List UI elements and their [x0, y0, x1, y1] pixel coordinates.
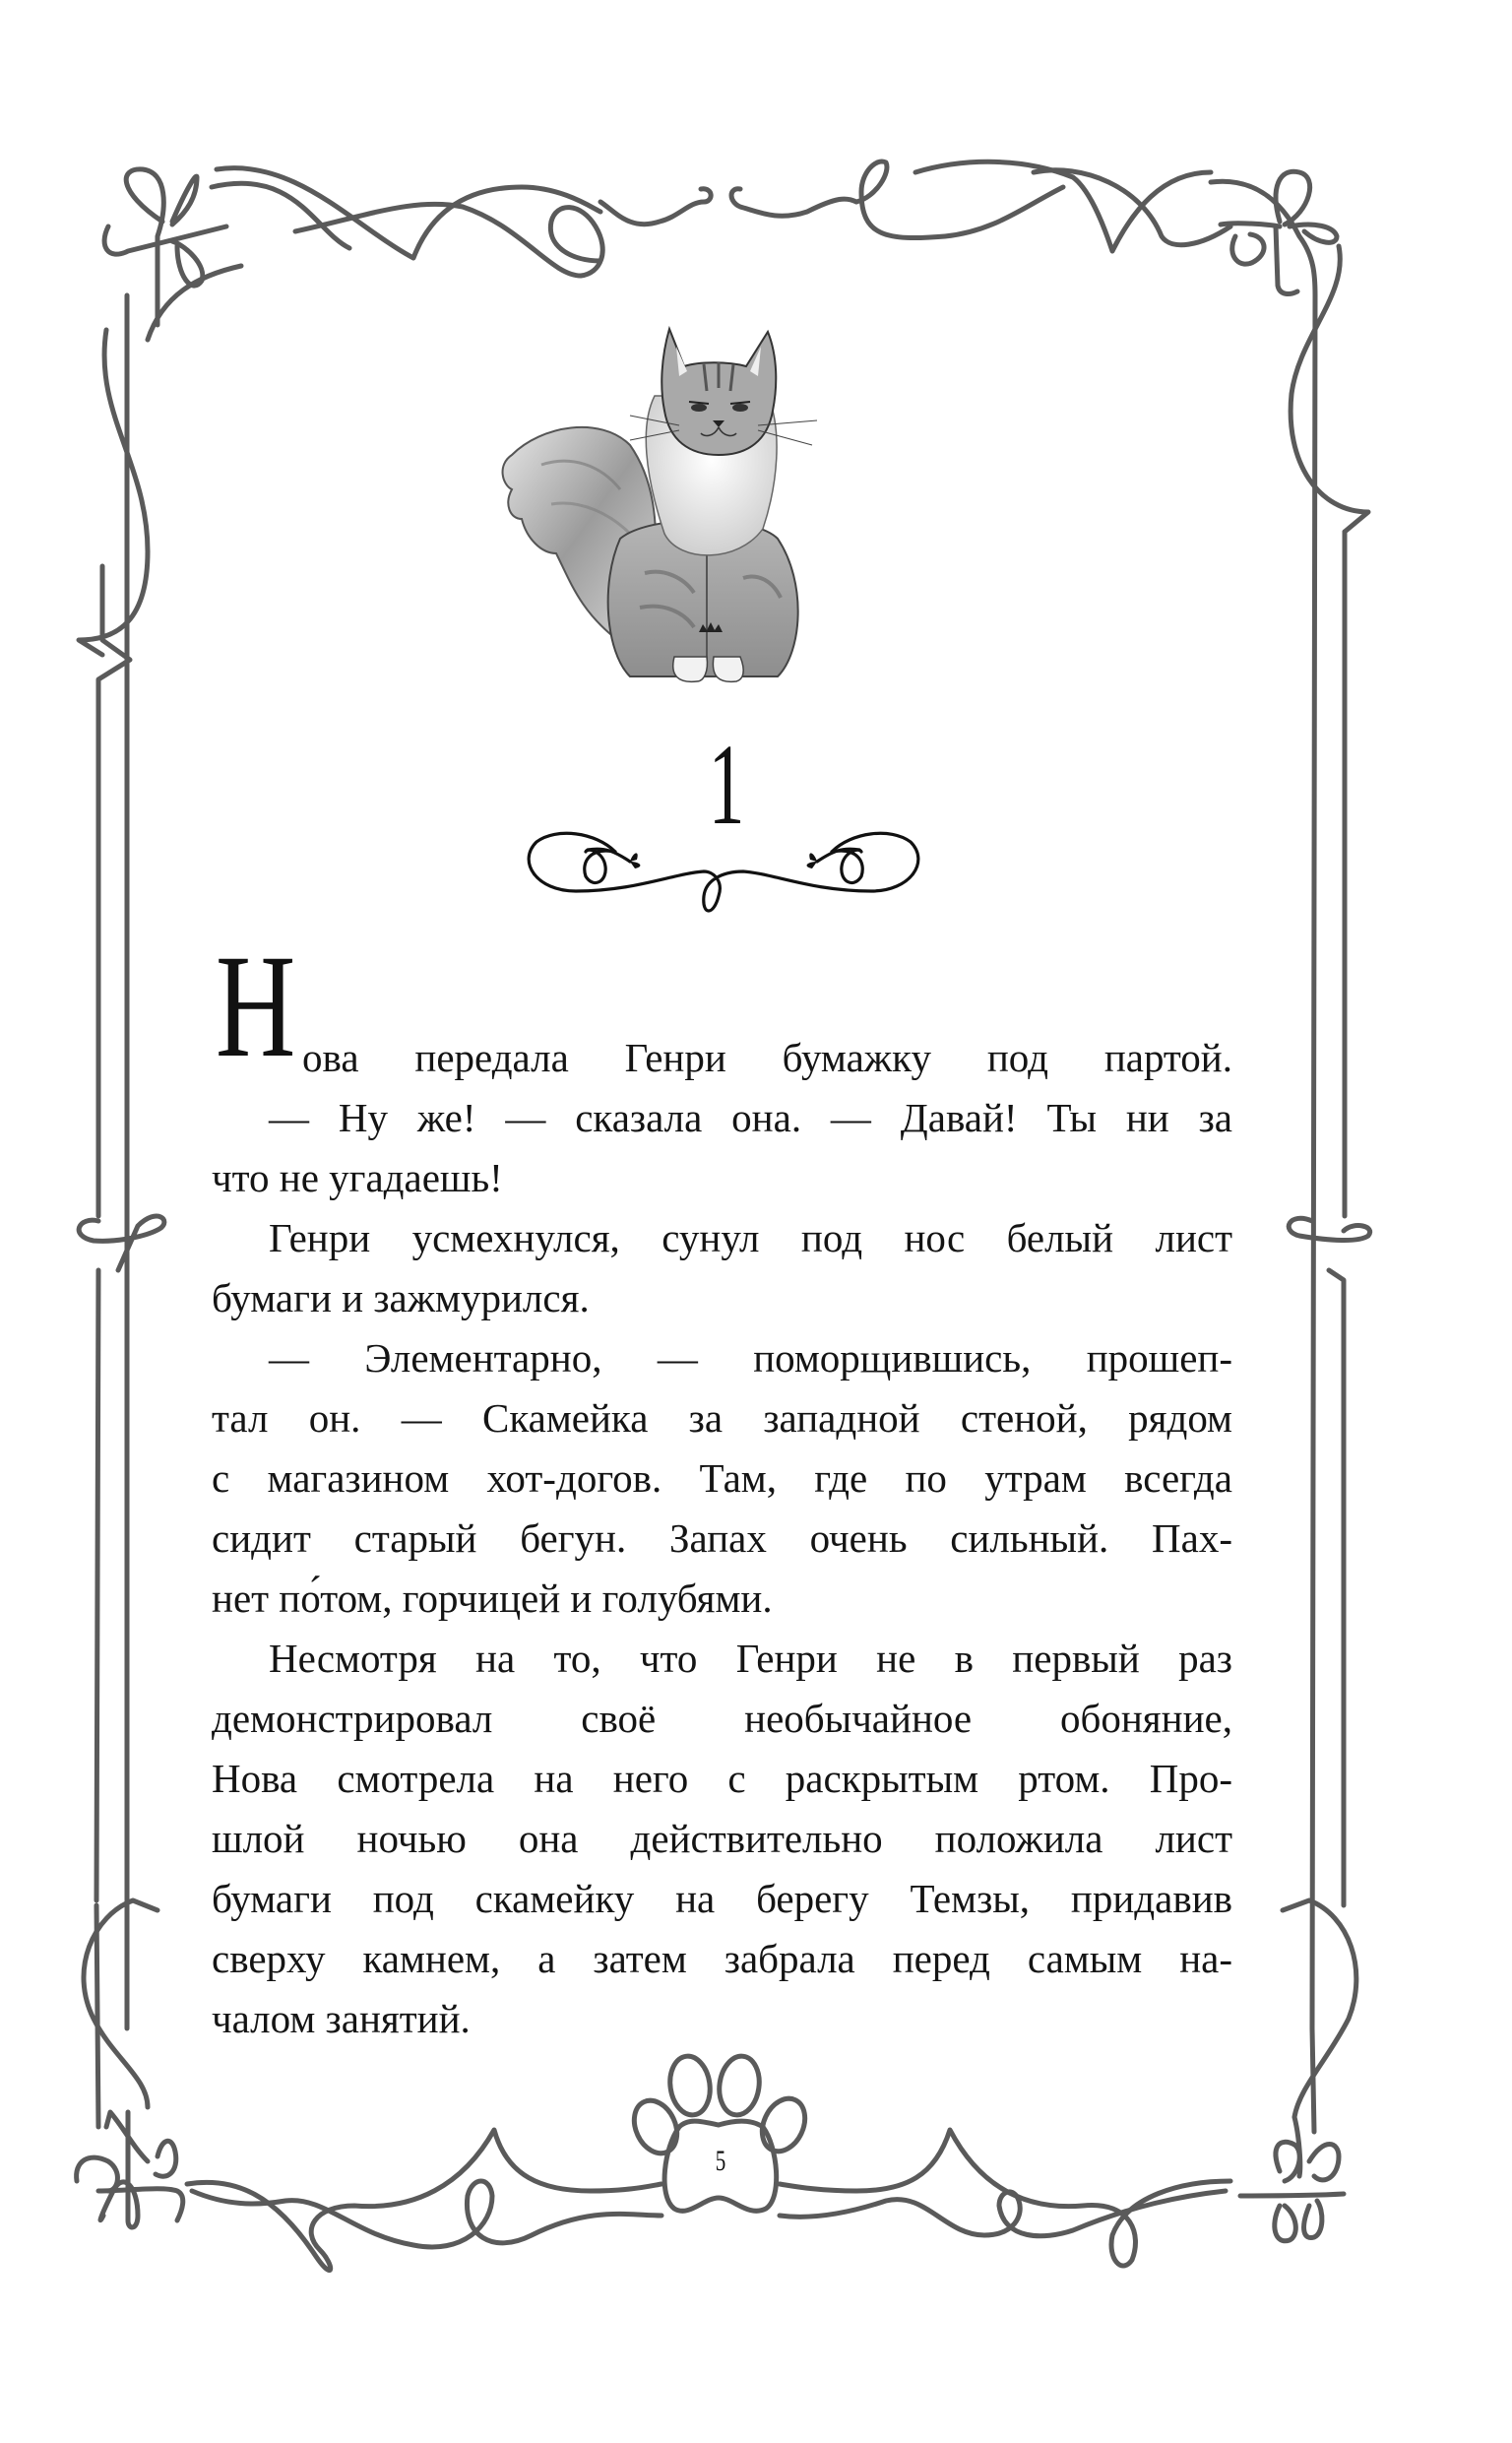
text-line: нет по́том, горчицей и голубями.	[212, 1575, 773, 1621]
text-line: ова передала Генри бумажку под партой.	[302, 1035, 1232, 1080]
chapter-number: 1	[708, 720, 745, 849]
text-line: демонстрировал своё необычайное обоняние,	[212, 1696, 1232, 1741]
text-line: чалом занятий.	[212, 1996, 471, 2041]
text-line: что не угадаешь!	[212, 1155, 503, 1200]
frame-corner-knot-top-left	[104, 169, 349, 340]
frame-left-loop	[79, 1216, 164, 1270]
frame-corner-knot-bottom-right	[1240, 2028, 1344, 2241]
cat-head	[662, 329, 776, 455]
frame-right-loop	[1289, 1218, 1369, 1240]
frame-left-swirl-upper	[79, 330, 148, 655]
text-line: Нова смотрела на него с раскрытым ртом. Про-	[212, 1756, 1232, 1801]
frame-corner-knot-top-right	[1211, 171, 1337, 295]
frame-right-swirl-lower	[1283, 1900, 1356, 2117]
frame-right-swirl-upper	[1291, 246, 1368, 532]
cat-illustration	[482, 317, 856, 696]
text-line: с магазином хот-догов. Там, где по утрам всегда	[212, 1455, 1232, 1501]
text-line: — Элементарно, — поморщившись, прошеп-	[269, 1335, 1232, 1381]
frame-right-outer-line	[1329, 532, 1345, 1905]
text-line: тал он. — Скамейка за западной стеной, рядом	[212, 1395, 1232, 1441]
text-line: — Ну же! — сказала она. — Давай! Ты ни за	[269, 1095, 1232, 1140]
chapter-flourish-ornament	[517, 822, 930, 926]
text-line: бумаги и зажмурился.	[212, 1275, 590, 1320]
text-line: Несмотря на то, что Генри не в первый раз	[269, 1636, 1232, 1681]
text-line: сверху камнем, а затем забрала перед самым на-	[212, 1936, 1232, 1981]
text-line: Генри усмехнулся, сунул под нос белый лист	[269, 1215, 1232, 1260]
drop-cap: Н	[216, 925, 296, 1088]
leaf-icon-left	[630, 853, 640, 868]
text-line: шлой ночью она действительно положила лист	[212, 1816, 1232, 1861]
text-line: сидит старый бегун. Запах очень сильный. Пах-	[212, 1515, 1232, 1561]
page-number: 5	[715, 2145, 726, 2177]
frame-right-inner-line	[1312, 295, 1315, 2028]
text-line: бумаги под скамейку на берегу Темзы, придавив	[212, 1876, 1232, 1921]
leaf-icon-right	[807, 853, 817, 868]
frame-top-flourish	[217, 161, 1230, 276]
